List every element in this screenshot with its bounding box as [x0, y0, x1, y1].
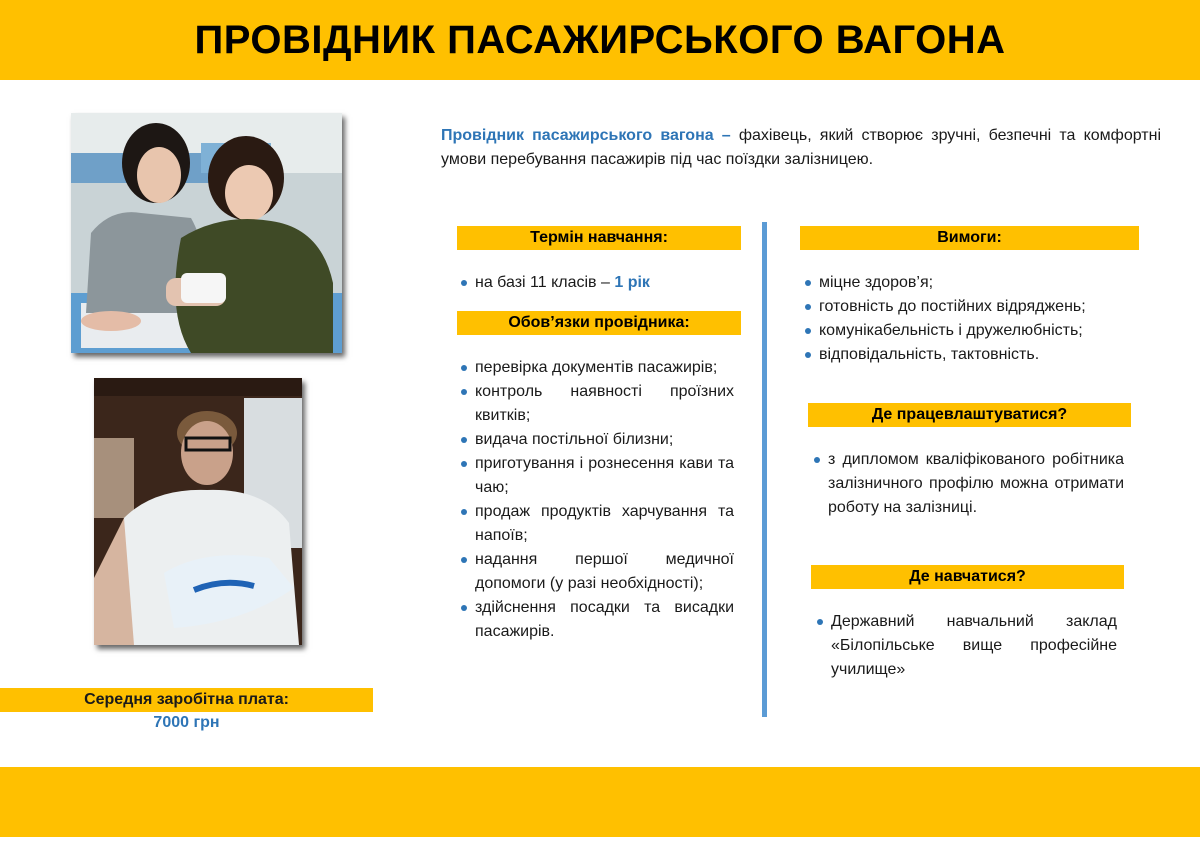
photo-conductor-with-linen [94, 378, 302, 645]
column-divider [762, 222, 767, 717]
study-term-heading [457, 226, 741, 250]
list-item: видача постільної білизни; [459, 428, 734, 452]
duties-heading-label: Обов’язки провідника: [508, 314, 690, 331]
list-item: приготування і рознесення кави та чаю; [459, 452, 734, 500]
list-item: надання першої медичної допомоги (у разі необхідності); [459, 548, 734, 596]
study-term-value: 1 рік [614, 274, 650, 291]
list-item: продаж продуктів харчування та напоїв; [459, 500, 734, 548]
education-list [815, 610, 1117, 682]
title-banner [0, 0, 1200, 80]
list-item: Державний навчальний заклад «Білопільське вище професійне училище» [815, 610, 1117, 682]
study-term-item [459, 271, 739, 295]
requirements-list [803, 271, 1143, 367]
salary-value: 7000 грн [153, 714, 220, 731]
list-item: відповідальність, тактовність. [803, 343, 1143, 367]
requirements-heading [800, 226, 1139, 250]
photo-conductor-image [94, 378, 302, 645]
page-title: ПРОВІДНИК ПАСАЖИРСЬКОГО ВАГОНА [194, 17, 1006, 62]
photo-students-bandaging [71, 113, 342, 353]
education-heading [811, 565, 1124, 589]
list-item: перевірка документів пасажирів; [459, 356, 734, 380]
list-item: комунікабельність і дружелюбність; [803, 319, 1143, 343]
education-heading-label: Де навчатися? [909, 568, 1026, 585]
study-term-heading-label: Термін навчання: [530, 229, 668, 246]
requirements-heading-label: Вимоги: [937, 229, 1002, 246]
employment-heading [808, 403, 1131, 427]
list-item: міцне здоров’я; [803, 271, 1143, 295]
profession-definition [441, 124, 1161, 172]
definition-term: Провідник пасажирського вагона – [441, 127, 731, 144]
duties-list [459, 356, 734, 644]
photo-students-bandaging-image [71, 113, 342, 353]
study-term-prefix: на базі 11 класів – [475, 274, 615, 291]
salary-heading [0, 688, 373, 712]
employment-list [812, 448, 1124, 520]
list-item: з дипломом кваліфікованого робітника залізничного профілю можна отримати роботу на залізниці. [812, 448, 1124, 520]
list-item: контроль наявності проїзних квитків; [459, 380, 734, 428]
duties-heading [457, 311, 741, 335]
definition-text: фахівець, який створює зручні, безпечні та комфортні умови перебування пасажирів під час поїздки залізницею. [441, 127, 1161, 168]
list-item: здійснення посадки та висадки пасажирів. [459, 596, 734, 644]
bottom-banner [0, 767, 1200, 837]
study-term-list [459, 271, 739, 295]
salary-heading-label: Середня заробітна плата: [84, 691, 289, 708]
employment-heading-label: Де працевлаштуватися? [871, 406, 1068, 423]
list-item: готовність до постійних відряджень; [803, 295, 1143, 319]
